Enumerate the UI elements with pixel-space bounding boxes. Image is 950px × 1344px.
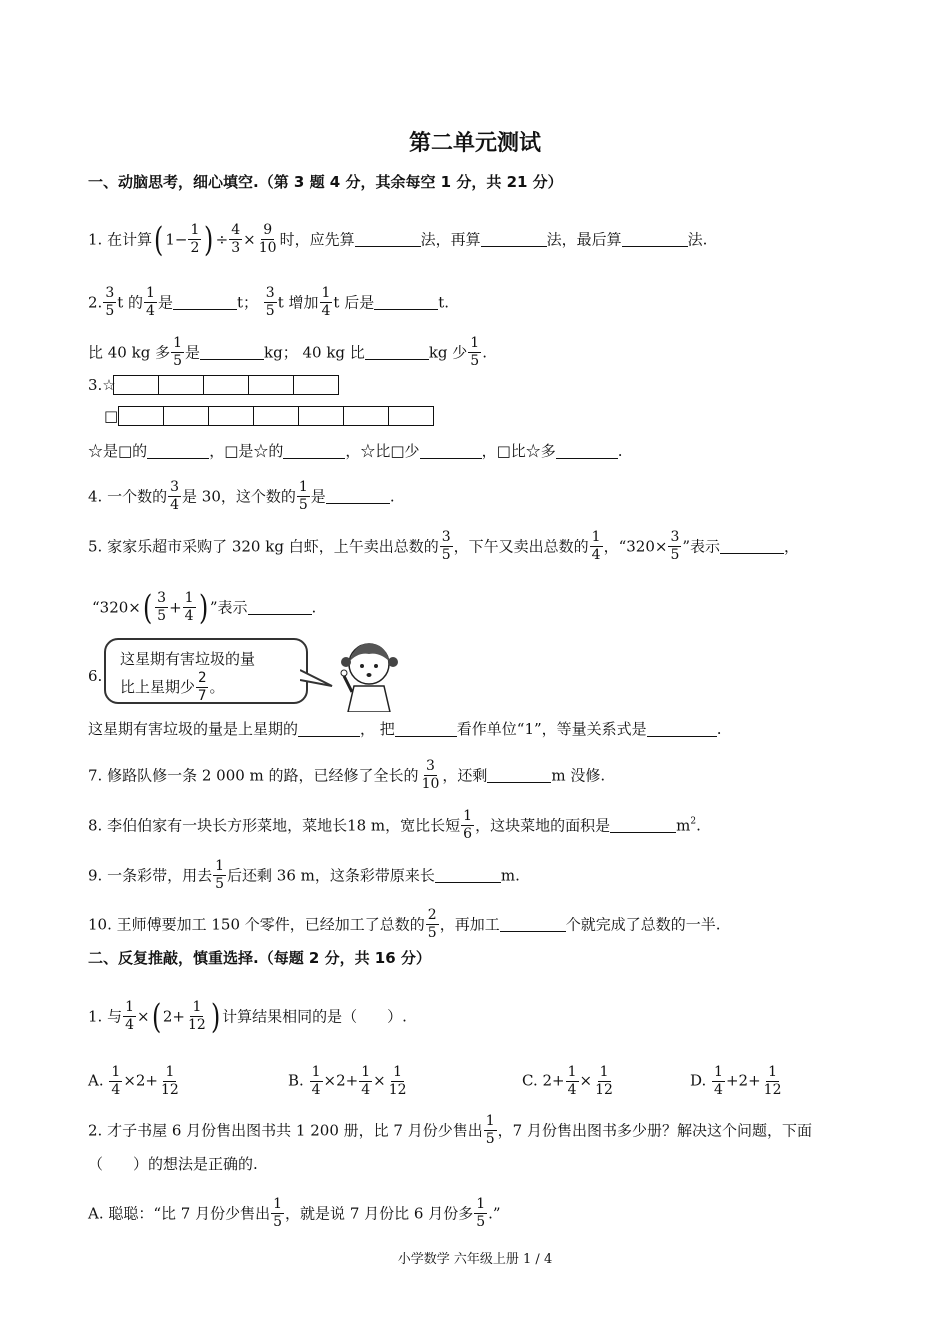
fraction-3-5: $\frac{3}{5}$ xyxy=(157,590,167,624)
section-2-question-2-option-a[interactable]: A. 聪聪：“比 7 月份少售出 $\frac{1}{5}$ ，就是说 7 月份比 6 月份多 $\frac{1}{5}$ .” xyxy=(88,1196,501,1230)
answer-blank[interactable] xyxy=(395,722,457,737)
fraction-4-3: $\frac{4}{3}$ xyxy=(231,222,241,256)
question-5: 5. 家家乐超市采购了 320 kg 白虾，上午卖出总数的 $\frac{3}{5}$ ，下午又卖出总数的 $\frac{1}{4}$ ，“320× $\frac{3}{5}$ ”表示 ， xyxy=(88,529,800,563)
girl-illustration-icon xyxy=(336,640,402,712)
fraction-1-5: $\frac{1}{5}$ xyxy=(273,1196,283,1230)
question-7: 7. 修路队修一条 2 000 m 的路，已经修了全长的 $\frac{3}{10}$ ，还剩 m 没修. xyxy=(88,758,606,792)
question-3-text: ☆是□的 ，□是☆的 ，☆比□少 ，□比☆多 . xyxy=(88,442,623,460)
section-2-heading: 二、反复推敲，慎重选择.（每题 2 分，共 16 分） xyxy=(88,949,431,967)
fraction-1-12: $\frac{1}{12}$ xyxy=(187,999,206,1033)
q1-prefix: 1. 在计算 xyxy=(88,230,153,249)
answer-blank[interactable] xyxy=(647,722,717,737)
answer-blank[interactable] xyxy=(487,768,551,783)
answer-blank[interactable] xyxy=(420,444,482,459)
fraction-3-5: $\frac{3}{5}$ xyxy=(441,529,451,563)
question-2: 2. $\frac{3}{5}$ t 的 $\frac{1}{4}$ 是 t； $\frac{3}{5}$ t 增加 $\frac{1}{4}$ t 后是 t. xyxy=(88,285,450,319)
fraction-2-7: $\frac{2}{7}$ xyxy=(198,670,207,704)
answer-blank[interactable] xyxy=(481,232,547,247)
q6-number: 6. xyxy=(88,667,103,685)
question-5-part-2: “320×( $\frac{3}{5}$ + $\frac{1}{4}$ ) ”表示 . xyxy=(92,587,317,628)
answer-blank[interactable] xyxy=(248,600,312,615)
paren-open: ( xyxy=(154,219,164,260)
question-4: 4. 一个数的 $\frac{3}{4}$ 是 30，这个数的 $\frac{1}{5}$ 是 . xyxy=(88,479,395,513)
answer-blank[interactable] xyxy=(610,818,676,833)
fraction-3-10: $\frac{3}{10}$ xyxy=(421,758,440,792)
answer-blank[interactable] xyxy=(720,539,784,554)
fraction-1-5: $\frac{1}{5}$ xyxy=(215,858,225,892)
answer-blank[interactable] xyxy=(556,444,618,459)
fraction-1-5: $\frac{1}{5}$ xyxy=(470,335,480,369)
fraction-3-5: $\frac{3}{5}$ xyxy=(105,285,115,319)
fraction-1-4: $\frac{1}{4}$ xyxy=(125,999,135,1033)
answer-blank[interactable] xyxy=(298,722,360,737)
fraction-1-5: $\frac{1}{5}$ xyxy=(298,479,308,513)
option-b[interactable]: B. $\frac{1}{4}$ ×2+ $\frac{1}{4}$ × $\frac{1}{12}$ xyxy=(288,1064,407,1098)
fraction-1-5: $\frac{1}{5}$ xyxy=(485,1113,495,1147)
bubble-line-1: 这星期有害垃圾的量 xyxy=(120,650,256,668)
answer-blank[interactable] xyxy=(435,868,501,883)
answer-blank[interactable] xyxy=(173,295,237,310)
answer-blank[interactable] xyxy=(365,345,429,360)
square-box-row xyxy=(118,406,433,426)
fraction-1-4: $\frac{1}{4}$ xyxy=(321,285,331,319)
fraction-3-4: $\frac{3}{4}$ xyxy=(170,479,180,513)
section-2-question-1: 1. 与 $\frac{1}{4}$ ×( 2+ $\frac{1}{12}$ ) 计算结果相同的是（ ）. xyxy=(88,996,407,1037)
section-1-heading: 一、动脑思考，细心填空.（第 3 题 4 分，其余每空 1 分，共 21 分） xyxy=(88,173,563,191)
fraction-1-5: $\frac{1}{5}$ xyxy=(173,335,183,369)
fraction-1-2: $\frac{1}{2}$ xyxy=(190,222,200,256)
question-6-text: 这星期有害垃圾的量是上星期的 ， 把 看作单位“1”，等量关系式是 . xyxy=(88,720,722,738)
bubble-line-2: 比上星期少 $\frac{2}{7}$ 。 xyxy=(120,670,225,704)
page-footer: 小学数学 六年级上册 1 / 4 xyxy=(397,1252,553,1267)
fraction-2-5: $\frac{2}{5}$ xyxy=(427,907,437,941)
paren-close: ) xyxy=(204,219,214,260)
question-8: 8. 李伯伯家有一块长方形菜地，菜地长18 m，宽比长短 $\frac{1}{6}$ ，这块菜地的面积是 $m^2$. xyxy=(88,808,701,842)
section-2-question-2: 2. 才子书屋 6 月份售出图书共 1 200 册，比 7 月份少售出 $\frac{1}{5}$ ，7 月份售出图书多少册？解决这个问题，下面 xyxy=(88,1113,812,1147)
question-10: 10. 王师傅要加工 150 个零件，已经加工了总数的 $\frac{2}{5}$ ，再加工 个就完成了总数的一半. xyxy=(88,907,721,941)
answer-blank[interactable] xyxy=(326,489,390,504)
answer-blank[interactable] xyxy=(500,917,566,932)
q3-square-label: □ xyxy=(104,407,119,425)
fraction-1-4: $\frac{1}{4}$ xyxy=(591,529,601,563)
star-box-row xyxy=(113,375,338,395)
q3-star-label: 3.☆ xyxy=(88,376,116,394)
question-9: 9. 一条彩带，用去 $\frac{1}{5}$ 后还剩 36 m，这条彩带原来长 m. xyxy=(88,858,520,892)
answer-blank[interactable] xyxy=(355,232,421,247)
fraction-1-4: $\frac{1}{4}$ xyxy=(146,285,155,319)
fraction-9-10: $\frac{9}{10}$ xyxy=(258,222,277,256)
answer-blank[interactable] xyxy=(147,444,209,459)
answer-blank[interactable] xyxy=(200,345,264,360)
fraction-3-5: $\frac{3}{5}$ xyxy=(670,529,680,563)
page-title: 第二单元测试 xyxy=(408,131,541,156)
option-d[interactable]: D. $\frac{1}{4}$ +2+ $\frac{1}{12}$ xyxy=(690,1064,782,1098)
q1-one: 1− xyxy=(165,230,188,249)
answer-blank[interactable] xyxy=(622,232,688,247)
fraction-3-5: $\frac{3}{5}$ xyxy=(265,285,275,319)
question-2b: 比 40 kg 多 $\frac{1}{5}$ 是 kg； 40 kg 比 kg 少 $\frac{1}{5}$ . xyxy=(88,335,487,369)
option-c[interactable]: C. 2+ $\frac{1}{4}$ × $\frac{1}{12}$ xyxy=(522,1064,613,1098)
fraction-1-4: $\frac{1}{4}$ xyxy=(184,590,194,624)
answer-blank[interactable] xyxy=(374,295,438,310)
fraction-1-5: $\frac{1}{5}$ xyxy=(476,1196,486,1230)
fraction-1-6: $\frac{1}{6}$ xyxy=(463,808,473,842)
speech-bubble xyxy=(104,638,308,704)
question-1: 1. 在计算( 1− $\frac{1}{2}$ ) ÷ $\frac{4}{3}$ × $\frac{9}{10}$ 时，应先算 法，再算 法，最后算 法. xyxy=(88,219,708,260)
bubble-tail xyxy=(300,668,334,688)
answer-blank[interactable] xyxy=(283,444,345,459)
option-a[interactable]: A. $\frac{1}{4}$ ×2+ $\frac{1}{12}$ xyxy=(88,1064,179,1098)
section-2-question-2-line-2: （ ）的想法是正确的. xyxy=(88,1155,258,1173)
